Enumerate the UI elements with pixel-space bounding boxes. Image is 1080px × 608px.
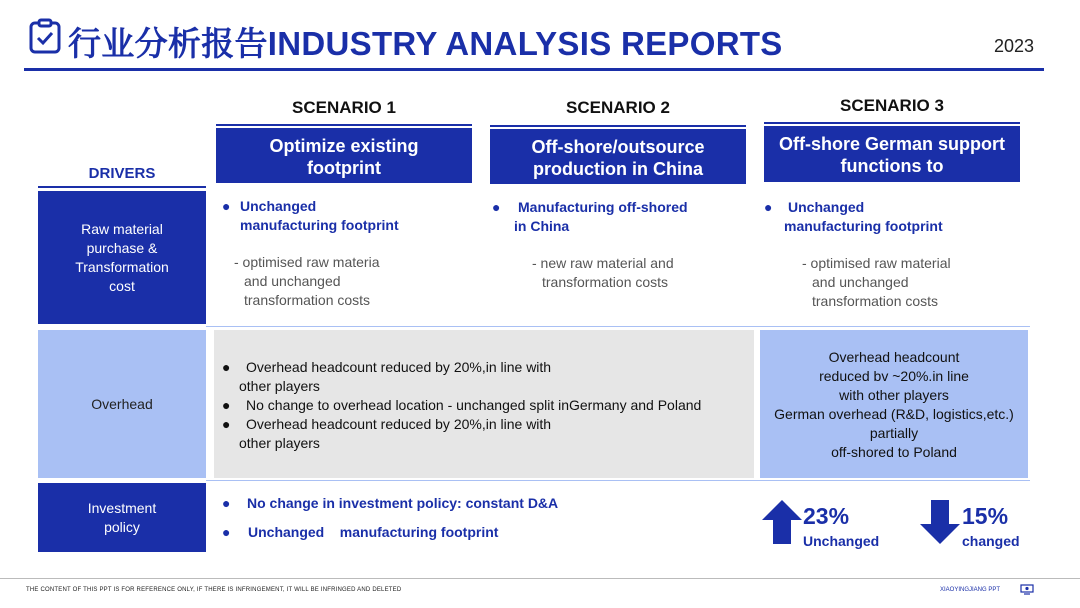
clipboard-check-icon (28, 18, 62, 54)
scenario-1-title-line1: Optimize existing (269, 135, 419, 156)
raw-s3-sub (764, 254, 1024, 311)
scenario-3-title-line2: functions to (840, 156, 944, 176)
investment-bullet-2: Unchanged manufacturing footprint (248, 524, 499, 540)
title-divider (24, 68, 1044, 71)
driver-raw-line2: purchase & (86, 239, 158, 256)
scenario-2-title (490, 129, 746, 184)
raw-s2-bullet-line2: in China (514, 218, 570, 234)
raw-s1-sub-line2: and unchanged (244, 273, 341, 289)
overhead-bullet-2: No change to overhead location - unchanged split inGermany and Poland (246, 397, 702, 413)
overhead-s3-line5: partially (869, 425, 919, 441)
driver-raw-material (38, 191, 206, 324)
scenario-3-title (764, 126, 1020, 182)
scenario-1-title-line2: footprint (307, 157, 381, 178)
overhead-s3-line3: with other players (839, 387, 949, 403)
row-divider-1 (206, 326, 1030, 327)
scenario-2-rule (490, 125, 746, 127)
driver-investment-line1: Investment (87, 499, 157, 516)
overhead-s3-line4: German overhead (R&D, logistics,etc.) (774, 406, 1014, 422)
overhead-bullet-3-cont: other players (239, 435, 320, 451)
investment-bullet-1: No change in investment policy: constant D&A (247, 495, 559, 511)
year-label: 2023 (993, 36, 1034, 56)
raw-s1-cell (222, 197, 472, 310)
stat-up-label: Unchanged (803, 533, 880, 549)
row-divider-2 (206, 480, 1030, 481)
raw-s1-bullet: ● Unchanged manufacturing footprint (222, 198, 399, 233)
overhead-shared-text: ● Overhead headcount reduced by 20%,in line with other players ● No change to overhead location - unchanged split inGermany and Poland ● Overhead headcount reduced by 20%,in line with other players (222, 358, 750, 453)
raw-s2-cell (492, 198, 742, 292)
arrow-down-icon (920, 500, 960, 544)
arrow-up-icon (762, 500, 802, 544)
raw-s2-bullet-line1: Manufacturing off-shored (518, 199, 688, 215)
scenario-1-title (216, 128, 472, 183)
scenario-3-label: SCENARIO 3 (840, 96, 944, 115)
raw-s2-bullet: ● Manufacturing off-shored in China (492, 199, 688, 234)
stat-down-value: 15% (962, 503, 1009, 529)
raw-s1-bullet-line1: Unchanged (240, 198, 317, 214)
scenario-1-label: SCENARIO 1 (292, 98, 396, 117)
overhead-s3-line6: off-shored to Poland (831, 444, 957, 460)
drivers-rule (38, 186, 206, 188)
driver-overhead: Overhead (38, 330, 206, 478)
raw-s1-bullet-line2: manufacturing footprint (240, 217, 399, 233)
drivers-heading: DRIVERS (88, 165, 156, 182)
driver-raw-line3: Transformation (75, 258, 169, 275)
overhead-bullet-1: Overhead headcount reduced by 20%,in line with (246, 359, 552, 375)
raw-s1-sub-line3: transformation costs (244, 292, 371, 308)
raw-s3-cell (764, 198, 1024, 311)
overhead-bullet-3: Overhead headcount reduced by 20%,in line with (246, 416, 552, 432)
scenario-2-title-line2: production in China (533, 158, 703, 179)
raw-s2-sub-line1: - new raw material and (532, 255, 674, 271)
page-title: 行业分析报告INDUSTRY ANALYSIS REPORTS (68, 25, 783, 62)
monitor-icon (1020, 584, 1034, 595)
raw-s2-sub (492, 254, 742, 292)
raw-s2-sub-line2: transformation costs (542, 274, 669, 290)
driver-raw-line1: Raw material (81, 220, 163, 237)
raw-s3-bullet: ● Unchanged manufacturing footprint (764, 199, 943, 234)
raw-s3-sub-line1: - optimised raw material (802, 255, 951, 271)
stat-up-value: 23% (803, 503, 850, 529)
raw-s1-sub-line1: - optimised raw materia (234, 254, 380, 270)
scenario-1-rule (216, 124, 472, 126)
overhead-s3-line2: reduced bv ~20%.in line (819, 368, 969, 384)
investment-bullets: ● No change in investment policy: constant D&A ● Unchanged manufacturing footprint (222, 495, 559, 540)
raw-s3-bullet-line2: manufacturing footprint (784, 218, 943, 234)
scenario-3-rule (764, 122, 1020, 124)
scenario-2-title-line1: Off-shore/outsource (531, 136, 705, 157)
overhead-s3-text (760, 348, 1028, 462)
scenario-2-label: SCENARIO 2 (566, 98, 670, 117)
overhead-bullet-1-cont: other players (239, 378, 320, 394)
scenario-3-title-line1: Off-shore German support (778, 134, 1006, 154)
raw-s1-sub (222, 253, 472, 310)
raw-s3-bullet-line1: Unchanged (788, 199, 865, 215)
raw-s3-sub-line2: and unchanged (812, 274, 909, 290)
stat-down-label: changed (962, 533, 1020, 549)
raw-s3-sub-line3: transformation costs (812, 293, 939, 309)
footer-disclaimer: THE CONTENT OF THIS PPT IS FOR REFERENCE ONLY, IF THERE IS INFRINGEMENT, IT WILL BE INFRINGED AND DELETED (26, 587, 402, 593)
overhead-s3-line1: Overhead headcount (828, 349, 960, 365)
driver-investment-line2: policy (104, 518, 140, 535)
footer-rule (0, 578, 1080, 579)
driver-raw-line4: cost (109, 277, 135, 294)
driver-investment (38, 483, 206, 552)
footer-brand: XIAOYINGJIANG PPT (940, 587, 1001, 593)
